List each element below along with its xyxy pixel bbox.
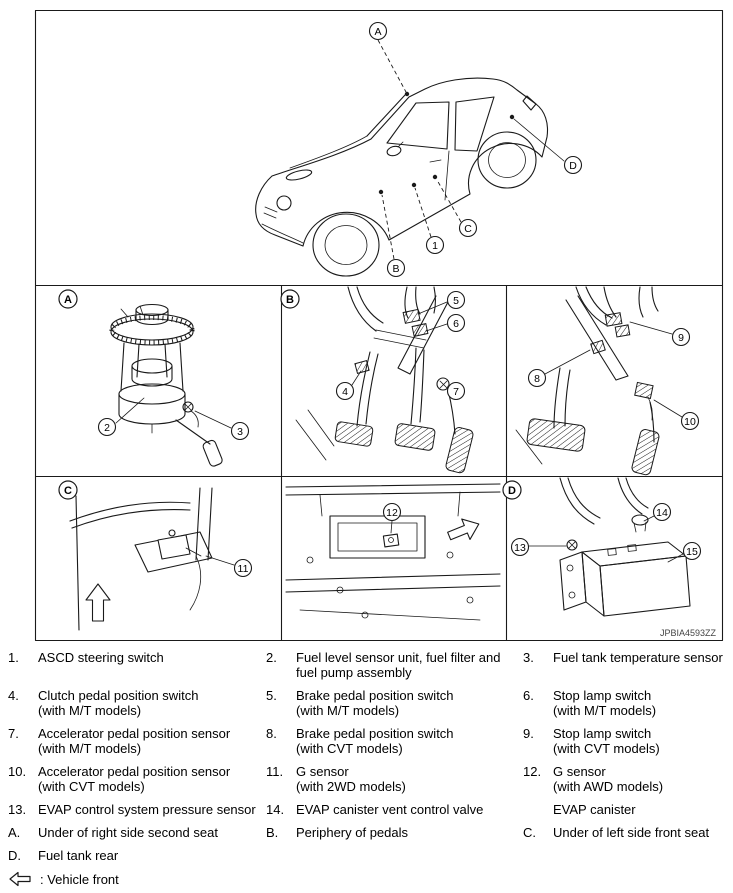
leader-4 xyxy=(352,371,361,385)
legend-item xyxy=(523,825,733,840)
callout-4 xyxy=(337,383,354,400)
g-sensor-awd-drawing xyxy=(286,484,500,620)
leader-9 xyxy=(630,322,672,334)
brake-pedal-pad-cvt xyxy=(526,418,585,452)
brake-switches-mt-part xyxy=(403,309,428,336)
callout-d xyxy=(565,157,582,174)
legend-item-text: Stop lamp switch (with CVT models) xyxy=(553,726,660,756)
accelerator-pedal-pad xyxy=(445,426,474,473)
panel-label-a xyxy=(59,290,77,308)
attach-dot-b xyxy=(379,190,383,194)
vehicle-front-note xyxy=(0,871,733,887)
vehicle-front-arrow-up xyxy=(86,584,110,621)
legend-item xyxy=(8,726,266,756)
callout-b xyxy=(388,260,405,277)
svg-text:11: 11 xyxy=(237,562,249,575)
callout-c xyxy=(460,220,477,237)
legend-row xyxy=(0,726,733,756)
legend-item-number: 7. xyxy=(8,726,19,741)
attach-dot-c xyxy=(433,175,437,179)
legend-item xyxy=(8,848,266,863)
callout-5 xyxy=(448,292,465,309)
legend-item-number: 2. xyxy=(266,650,277,665)
legend-row xyxy=(0,825,733,840)
front-wheel xyxy=(313,214,379,276)
door-handle xyxy=(430,160,441,162)
legend-item-number: D. xyxy=(8,848,21,863)
legend-item xyxy=(523,802,733,817)
attach-dot-a xyxy=(405,92,409,96)
figure-code: JPBIA4593ZZ xyxy=(659,628,716,638)
cowl-line xyxy=(290,136,367,168)
svg-text:D: D xyxy=(508,485,516,497)
legend-item-number: 8. xyxy=(266,726,277,741)
leader-3 xyxy=(195,411,231,428)
legend-item-text: EVAP canister vent control valve xyxy=(296,802,484,817)
legend-item xyxy=(266,688,523,718)
leader-8 xyxy=(545,350,590,374)
stop-lamp-switch-cvt-part xyxy=(605,313,630,337)
legend-item xyxy=(266,825,523,840)
grille-lines xyxy=(264,207,277,218)
legend-item-text: Fuel level sensor unit, fuel filter and fuel pump assembly xyxy=(296,650,501,680)
accel-sensor-cvt-part xyxy=(635,382,653,420)
leader-a xyxy=(378,40,406,92)
a-pillar-line xyxy=(367,95,405,136)
vent-control-valve-part xyxy=(632,515,648,532)
callout-11 xyxy=(235,560,252,577)
legend-item-number: 10. xyxy=(8,764,27,779)
legend-item-text: G sensor (with AWD models) xyxy=(553,764,664,794)
leader-1 xyxy=(415,188,431,237)
legend-item-text: ASCD steering switch xyxy=(38,650,164,665)
legend-item-text: G sensor (with 2WD models) xyxy=(296,764,406,794)
legend-item-text: Accelerator pedal position sensor (with CVT models) xyxy=(38,764,231,794)
legend-item xyxy=(266,802,523,817)
door-seam xyxy=(445,151,449,200)
svg-text:A: A xyxy=(374,25,382,38)
leader-6 xyxy=(426,324,447,331)
rear-wheel xyxy=(478,132,536,188)
legend-row xyxy=(0,764,733,794)
svg-text:C: C xyxy=(464,222,472,235)
panel-label-b xyxy=(281,290,299,308)
callout-10 xyxy=(682,413,699,430)
car-body-outline xyxy=(256,78,548,246)
legend-item-text: Fuel tank temperature sensor xyxy=(553,650,723,665)
legend-item-number: 5. xyxy=(266,688,277,703)
svg-text:12: 12 xyxy=(386,506,398,519)
legend-item-text: Clutch pedal position switch (with M/T models) xyxy=(38,688,199,718)
g-sensor-2wd-drawing xyxy=(70,488,252,630)
svg-text:6: 6 xyxy=(453,317,459,330)
legend-row xyxy=(0,848,733,863)
svg-text:B: B xyxy=(392,262,400,275)
callout-a xyxy=(370,23,387,40)
vehicle-front-arrow-icon xyxy=(8,871,32,887)
callout-3 xyxy=(232,423,249,440)
legend-item-text: EVAP control system pressure sensor xyxy=(38,802,256,817)
legend-item xyxy=(266,764,523,794)
pedal-assembly-mt-drawing xyxy=(296,287,474,474)
bumper-crease xyxy=(262,224,303,243)
callout-2 xyxy=(99,419,116,436)
panel-label-d xyxy=(503,481,521,499)
callout-15 xyxy=(684,543,701,560)
legend-item-number: 4. xyxy=(8,688,19,703)
legend-item-number: B. xyxy=(266,825,279,840)
svg-text:C: C xyxy=(64,485,72,497)
legend-item xyxy=(8,764,266,794)
svg-text:1: 1 xyxy=(432,239,438,252)
floor-tunnel xyxy=(330,516,425,558)
legend-item xyxy=(523,688,733,718)
vehicle-overview-illustration xyxy=(256,23,582,277)
svg-text:A: A xyxy=(64,294,72,306)
canister-side-face xyxy=(582,552,604,616)
legend-item-text: Under of left side front seat xyxy=(553,825,710,840)
legend-item-number: 3. xyxy=(523,650,534,665)
pedal-assembly-cvt-drawing xyxy=(516,287,699,476)
callout-12 xyxy=(384,504,401,521)
diagram-border xyxy=(36,11,723,641)
svg-text:3: 3 xyxy=(237,425,243,438)
legend-item-number: 14. xyxy=(266,802,285,817)
svg-text:13: 13 xyxy=(514,541,526,554)
legend-item-text: Brake pedal position switch (with M/T models) xyxy=(296,688,454,718)
canister-front-face xyxy=(600,556,690,616)
taillight xyxy=(523,96,536,110)
legend-item xyxy=(8,825,266,840)
svg-text:9: 9 xyxy=(678,331,684,344)
callout-8 xyxy=(529,370,546,387)
svg-text:B: B xyxy=(286,294,294,306)
callout-14 xyxy=(654,504,671,521)
legend-item xyxy=(523,764,733,794)
leader-11 xyxy=(206,556,234,565)
mounting-bracket xyxy=(560,552,586,610)
legend-item-text: Periphery of pedals xyxy=(296,825,409,840)
legend-item-text: Stop lamp switch (with M/T models) xyxy=(553,688,657,718)
legend-row xyxy=(0,688,733,718)
legend-item xyxy=(523,726,733,756)
svg-text:15: 15 xyxy=(686,545,698,558)
svg-text:5: 5 xyxy=(453,294,459,307)
legend-item-number: 13. xyxy=(8,802,27,817)
legend-item xyxy=(8,650,266,680)
legend-item-number: 6. xyxy=(523,688,534,703)
legend-item-number: 11. xyxy=(266,764,284,779)
legend-item xyxy=(8,802,266,817)
svg-text:10: 10 xyxy=(684,415,696,428)
accelerator-pedal-pad-cvt xyxy=(631,428,660,475)
legend-item-text: Brake pedal position switch (with CVT models) xyxy=(296,726,454,756)
leader-10 xyxy=(654,400,682,417)
callout-6 xyxy=(448,315,465,332)
callout-1 xyxy=(427,237,444,254)
legend-item xyxy=(266,726,523,756)
legend-row xyxy=(0,650,733,680)
pressure-sensor-part xyxy=(567,540,577,550)
float xyxy=(202,439,223,467)
fuel-pump-assembly-drawing xyxy=(99,305,249,468)
legend xyxy=(0,650,733,887)
legend-item-number: 1. xyxy=(8,650,19,665)
clutch-pedal-pad xyxy=(335,421,374,446)
brake-pedal-pad xyxy=(395,423,436,451)
legend-row xyxy=(0,802,733,817)
callout-9 xyxy=(673,329,690,346)
attach-dot-d xyxy=(510,115,514,119)
svg-text:4: 4 xyxy=(342,385,348,398)
vehicle-front-label: : Vehicle front xyxy=(40,871,119,887)
g-sensor-part xyxy=(158,530,201,559)
round-headlamp xyxy=(277,196,291,210)
legend-item-text: Fuel tank rear xyxy=(38,848,119,863)
svg-text:14: 14 xyxy=(656,506,668,519)
evap-canister-drawing xyxy=(512,478,701,616)
svg-text:2: 2 xyxy=(104,421,110,434)
legend-item xyxy=(266,650,523,680)
vehicle-front-arrow-right xyxy=(445,514,483,546)
rear-quarter-glass xyxy=(455,97,494,151)
attach-dot-1 xyxy=(412,183,416,187)
legend-item-number: 9. xyxy=(523,726,534,741)
g-sensor-awd-part xyxy=(383,534,398,547)
front-door-glass xyxy=(387,102,449,149)
svg-text:D: D xyxy=(569,159,577,172)
legend-item-text: Accelerator pedal position sensor (with M/T models) xyxy=(38,726,231,756)
legend-item-number: 12. xyxy=(523,764,542,779)
panel-label-c xyxy=(59,481,77,499)
svg-text:8: 8 xyxy=(534,372,540,385)
float-arm xyxy=(176,420,210,444)
flange-hatching xyxy=(112,318,192,343)
legend-item xyxy=(523,650,733,680)
legend-item xyxy=(8,688,266,718)
leader-b xyxy=(382,195,394,259)
legend-item-text: EVAP canister xyxy=(553,802,636,817)
svg-text:7: 7 xyxy=(453,385,459,398)
callout-7 xyxy=(448,383,465,400)
legend-item-number: A. xyxy=(8,825,21,840)
legend-item-text: Under of right side second seat xyxy=(38,825,218,840)
legend-item-number: C. xyxy=(523,825,536,840)
callout-13 xyxy=(512,539,529,556)
